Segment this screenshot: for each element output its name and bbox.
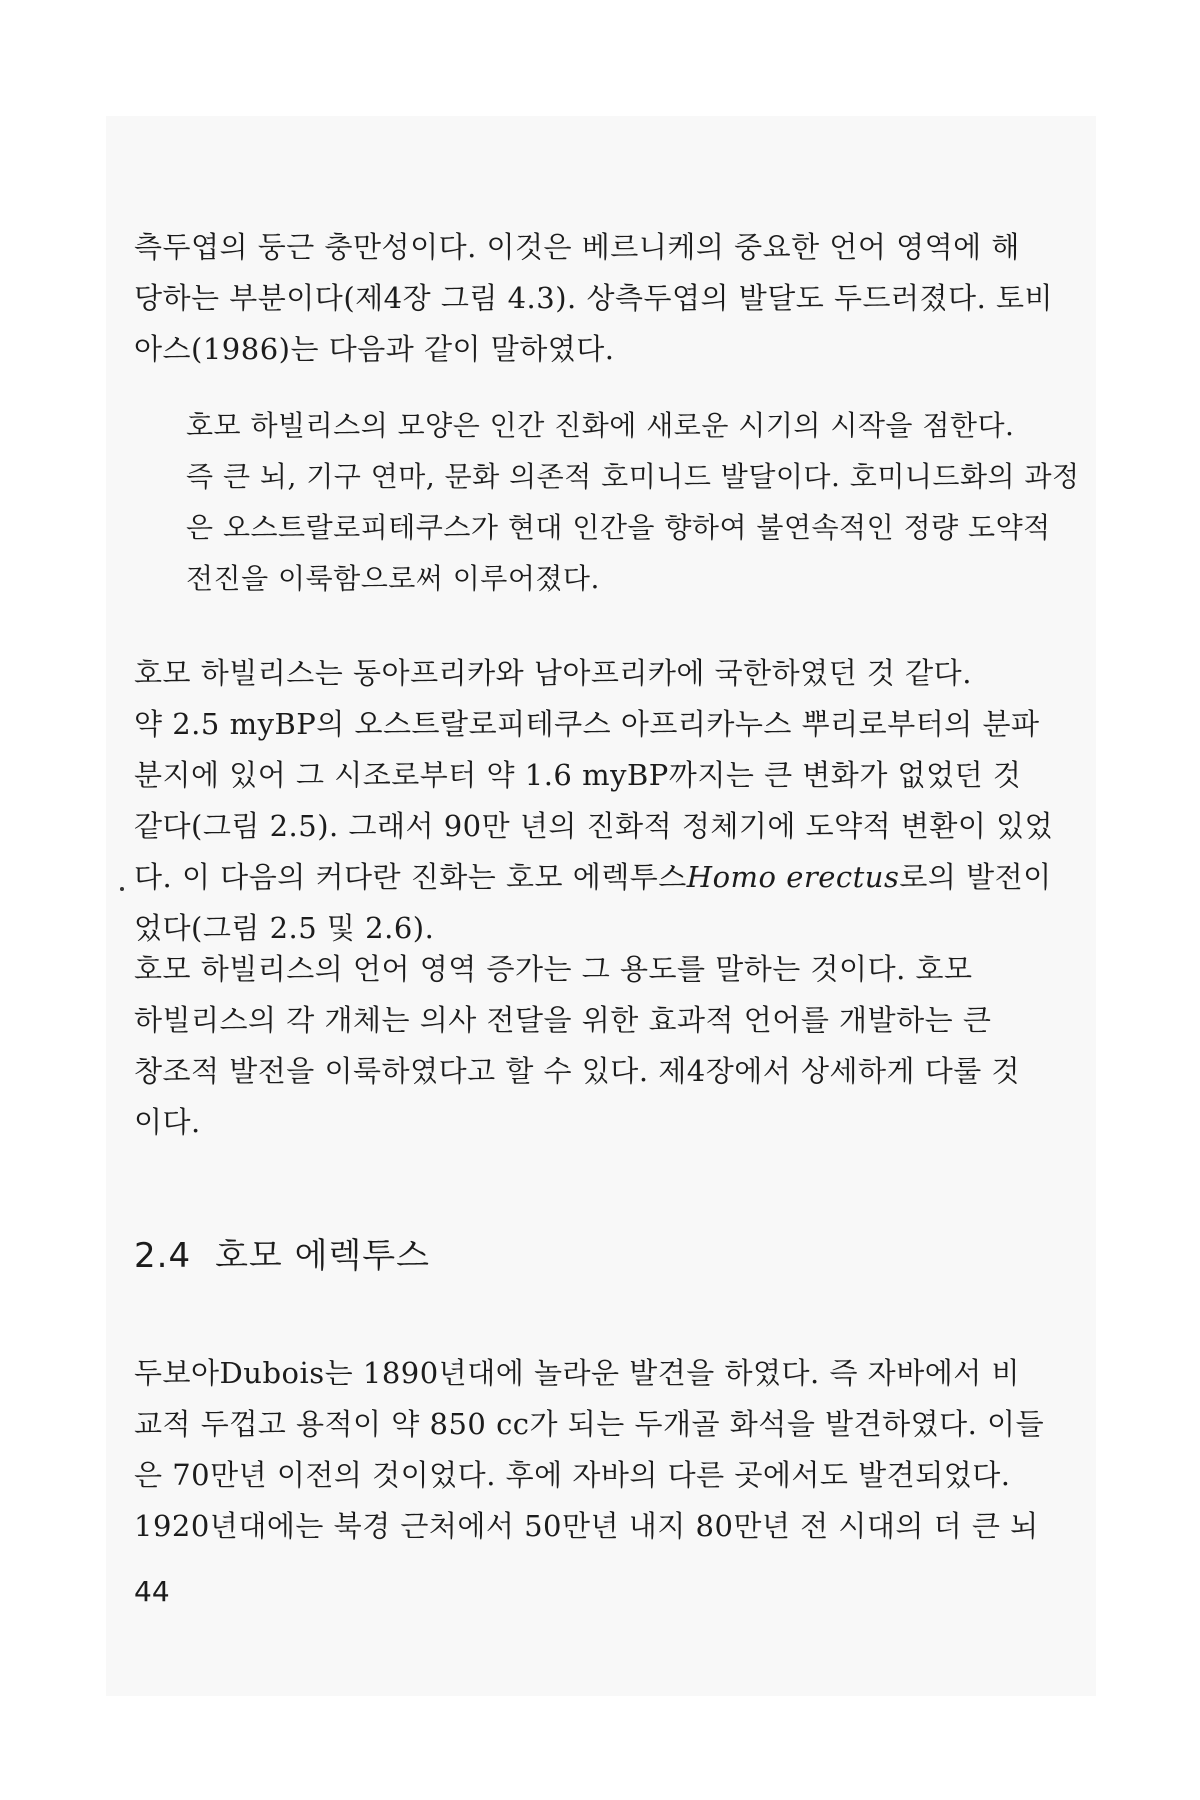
- text-line: 두보아Dubois는 1890년대에 놀라운 발견을 하였다. 즉 자바에서 비: [134, 1356, 1020, 1390]
- text-segment: 다. 이 다음의 커다란 진화는 호모 에렉투스: [134, 860, 687, 894]
- scan-dot-mark: [120, 887, 124, 891]
- text-line: 었다(그림 2.5 및 2.6).: [134, 911, 435, 945]
- section-number: 2.4: [134, 1236, 192, 1276]
- text-line: 교적 두껍고 용적이 약 850 cc가 되는 두개골 화석을 발견하였다. 이들: [134, 1407, 1045, 1441]
- latin-term: Homo erectus: [686, 860, 900, 894]
- text-line: 1920년대에는 북경 근처에서 50만년 내지 80만년 전 시대의 더 큰 뇌: [134, 1509, 1039, 1543]
- text-segment: 로의 발전이: [899, 860, 1052, 894]
- section-title: 호모 에렉투스: [215, 1236, 430, 1276]
- text-line: 이다.: [134, 1105, 201, 1139]
- text-line: 은 오스트랄로피테쿠스가 현대 인간을 향하여 불연속적인 정량 도약적: [186, 511, 1051, 544]
- section-heading: [134, 1228, 430, 1277]
- text-line: 약 2.5 myBP의 오스트랄로피테쿠스 아프리카누스 뿌리로부터의 분파: [134, 707, 1040, 741]
- text-line: 같다(그림 2.5). 그래서 90만 년의 진화적 정체기에 도약적 변환이 있었: [134, 809, 1054, 843]
- paragraph-1: [134, 222, 1054, 375]
- text-line: 은 70만년 이전의 것이었다. 후에 자바의 다른 곳에서도 발견되었다.: [134, 1458, 1011, 1492]
- paragraph-2: [134, 648, 1054, 954]
- text-line: 창조적 발전을 이룩하였다고 할 수 있다. 제4장에서 상세하게 다룰 것: [134, 1054, 1021, 1088]
- text-line: 즉 큰 뇌, 기구 연마, 문화 의존적 호미니드 발달이다. 호미니드화의 과정: [186, 460, 1080, 493]
- paragraph-3: [134, 944, 1034, 1148]
- text-line: 아스(1986)는 다음과 같이 말하였다.: [134, 332, 615, 366]
- paragraph-4: [134, 1348, 1045, 1552]
- text-line: 호모 하빌리스는 동아프리카와 남아프리카에 국한하였던 것 같다.: [134, 656, 972, 690]
- block-quote: [186, 400, 1080, 604]
- text-line: 하빌리스의 각 개체는 의사 전달을 위한 효과적 언어를 개발하는 큰: [134, 1003, 992, 1037]
- text-line: [134, 852, 1052, 903]
- text-line: 분지에 있어 그 시조로부터 약 1.6 myBP까지는 큰 변화가 없었던 것: [134, 758, 1022, 792]
- text-line: 전진을 이룩함으로써 이루어졌다.: [186, 562, 600, 595]
- text-line: 호모 하빌리스의 모양은 인간 진화에 새로운 시기의 시작을 점한다.: [186, 409, 1015, 442]
- text-line: 호모 하빌리스의 언어 영역 증가는 그 용도를 말하는 것이다. 호모: [134, 952, 973, 986]
- page-number: 44: [134, 1575, 170, 1608]
- text-line: 측두엽의 둥근 충만성이다. 이것은 베르니케의 중요한 언어 영역에 해: [134, 230, 1020, 264]
- text-line: 당하는 부분이다(제4장 그림 4.3). 상측두엽의 발달도 두드러졌다. 토비: [134, 281, 1054, 315]
